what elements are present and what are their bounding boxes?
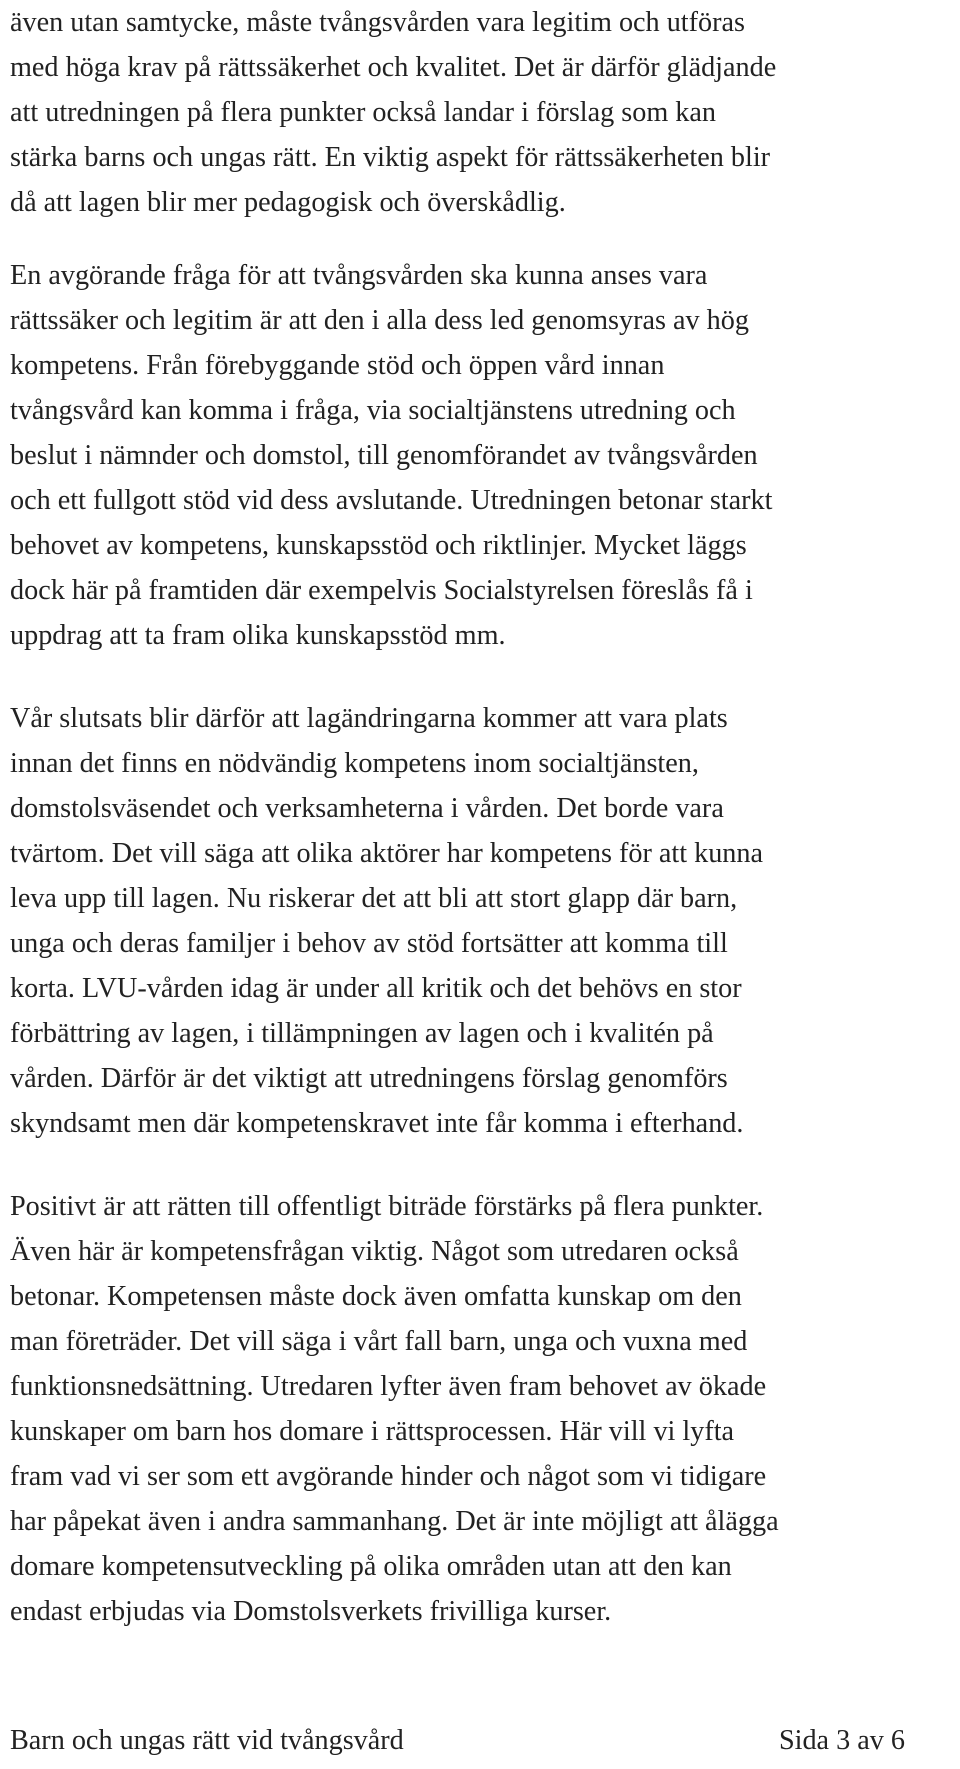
text-line: även utan samtycke, måste tvångsvården vara legitim och utföras bbox=[10, 7, 745, 38]
text-line: och ett fullgott stöd vid dess avslutande. Utredningen betonar starkt bbox=[10, 485, 773, 516]
text-line: betonar. Kompetensen måste dock även omfatta kunskap om den bbox=[10, 1281, 742, 1312]
text-line: Positivt är att rätten till offentligt biträde förstärks på flera punkter. bbox=[10, 1191, 764, 1222]
text-line: beslut i nämnder och domstol, till genomförandet av tvångsvården bbox=[10, 440, 758, 471]
text-line: har påpekat även i andra sammanhang. Det är inte möjligt att ålägga bbox=[10, 1506, 779, 1537]
text-line: domare kompetensutveckling på olika områden utan att den kan bbox=[10, 1551, 732, 1582]
text-line: kunskaper om barn hos domare i rättsprocessen. Här vill vi lyfta bbox=[10, 1416, 735, 1447]
text-line: unga och deras familjer i behov av stöd fortsätter att komma till bbox=[10, 928, 728, 959]
text-line: En avgörande fråga för att tvångsvården ska kunna anses vara bbox=[10, 260, 708, 291]
text-line: vården. Därför är det viktigt att utredningens förslag genomförs bbox=[10, 1063, 728, 1094]
paragraph-3 bbox=[10, 696, 763, 1146]
text-line: innan det finns en nödvändig kompetens inom socialtjänsten, bbox=[10, 748, 699, 779]
text-line: korta. LVU-vården idag är under all kritik och det behövs en stor bbox=[10, 973, 742, 1004]
footer-document-title: Barn och ungas rätt vid tvångsvård bbox=[10, 1725, 404, 1756]
text-line: uppdrag att ta fram olika kunskapsstöd mm. bbox=[10, 620, 506, 651]
text-line: kompetens. Från förebyggande stöd och öppen vård innan bbox=[10, 350, 665, 381]
footer-page-number: Sida 3 av 6 bbox=[778, 1725, 905, 1756]
text-line: stärka barns och ungas rätt. En viktig aspekt för rättssäkerheten blir bbox=[10, 142, 771, 173]
text-line: tvångsvård kan komma i fråga, via socialtjänstens utredning och bbox=[10, 395, 736, 426]
text-line: med höga krav på rättssäkerhet och kvalitet. Det är därför glädjande bbox=[10, 52, 777, 83]
text-line: man företräder. Det vill säga i vårt fall barn, unga och vuxna med bbox=[10, 1326, 748, 1357]
text-line: att utredningen på flera punkter också landar i förslag som kan bbox=[10, 97, 717, 128]
text-line: leva upp till lagen. Nu riskerar det att bli att stort glapp där barn, bbox=[10, 883, 738, 914]
text-line: domstolsväsendet och verksamheterna i vården. Det borde vara bbox=[10, 793, 724, 824]
text-line: fram vad vi ser som ett avgörande hinder och något som vi tidigare bbox=[10, 1461, 767, 1492]
text-line: förbättring av lagen, i tillämpningen av lagen och i kvalitén på bbox=[10, 1018, 714, 1049]
text-line: Vår slutsats blir därför att lagändringarna kommer att vara plats bbox=[10, 703, 728, 734]
page-footer bbox=[10, 1721, 905, 1761]
paragraph-4 bbox=[10, 1184, 779, 1634]
text-line: skyndsamt men där kompetenskravet inte får komma i efterhand. bbox=[10, 1108, 744, 1139]
paragraph-2 bbox=[10, 253, 772, 658]
text-line: Även här är kompetensfrågan viktig. Något som utredaren också bbox=[10, 1236, 739, 1267]
text-line: dock här på framtiden där exempelvis Socialstyrelsen föreslås få i bbox=[10, 575, 753, 606]
text-line: tvärtom. Det vill säga att olika aktörer har kompetens för att kunna bbox=[10, 838, 763, 869]
text-line: rättssäker och legitim är att den i alla dess led genomsyras av hög bbox=[10, 305, 749, 336]
text-line: då att lagen blir mer pedagogisk och överskådlig. bbox=[10, 187, 566, 218]
text-line: funktionsnedsättning. Utredaren lyfter även fram behovet av ökade bbox=[10, 1371, 767, 1402]
paragraph-1 bbox=[10, 0, 776, 225]
text-line: behovet av kompetens, kunskapsstöd och riktlinjer. Mycket läggs bbox=[10, 530, 747, 561]
text-line: endast erbjudas via Domstolsverkets frivilliga kurser. bbox=[10, 1596, 612, 1627]
